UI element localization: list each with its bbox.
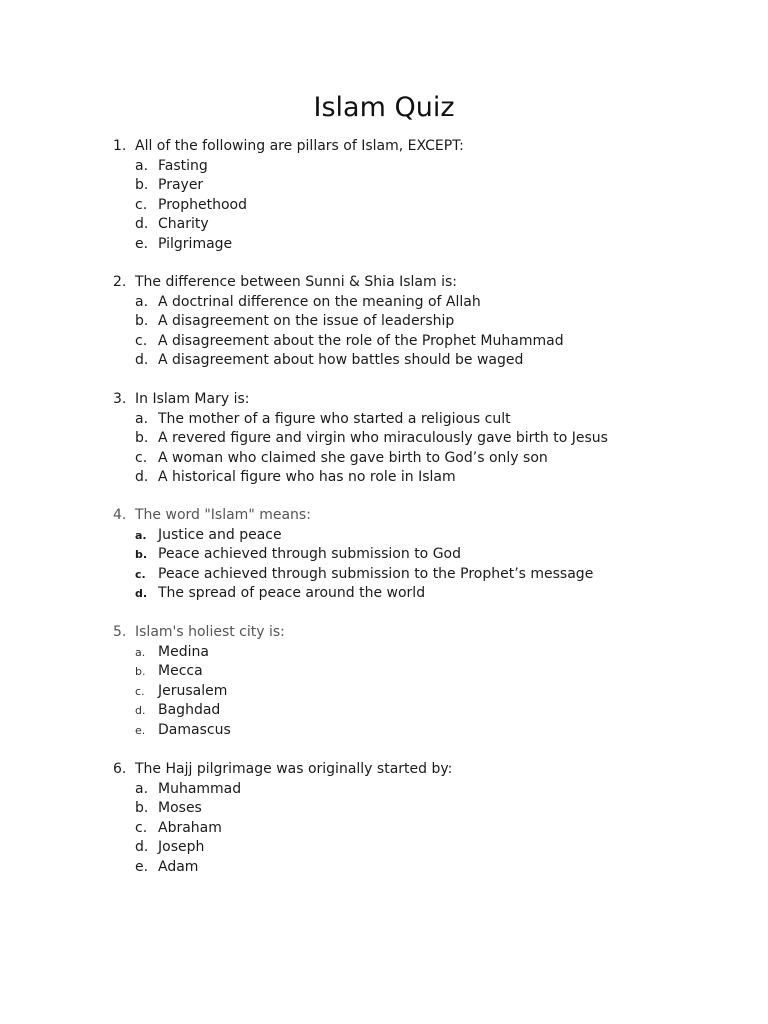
option-text: Peace achieved through submission to the Prophet’s message (158, 565, 594, 582)
option-c (0, 682, 768, 702)
question-1 (0, 137, 768, 254)
option-text: Joseph (158, 839, 205, 855)
option-e (0, 235, 768, 255)
option-e (0, 721, 768, 741)
option-letter: a. (135, 780, 149, 797)
question-line (0, 390, 768, 410)
option-c (0, 196, 768, 216)
option-a (0, 157, 768, 177)
option-a (0, 410, 768, 430)
option-d (0, 584, 768, 604)
option-letter: c. (135, 332, 148, 349)
option-d (0, 838, 768, 858)
option-text: Adam (158, 858, 199, 875)
option-text: A revered figure and virgin who miraculously gave birth to Jesus (158, 430, 608, 446)
question-number: 5. (113, 624, 127, 640)
option-letter: a. (135, 410, 149, 427)
option-letter: a. (135, 528, 147, 542)
option-letter: d. (135, 839, 149, 855)
option-text: Charity (158, 216, 209, 232)
option-a (0, 293, 768, 313)
option-c (0, 819, 768, 839)
option-b (0, 545, 768, 565)
question-2 (0, 273, 768, 371)
option-c (0, 565, 768, 585)
option-letter: a. (135, 293, 149, 310)
question-3 (0, 390, 768, 488)
option-text: Baghdad (158, 702, 221, 718)
option-letter: b. (135, 430, 149, 446)
question-number: 6. (113, 761, 127, 777)
option-letter: a. (135, 157, 149, 174)
option-b (0, 799, 768, 819)
question-number: 3. (113, 391, 127, 407)
option-text: Prophethood (158, 196, 247, 213)
option-text: A disagreement about how battles should be waged (158, 352, 524, 368)
option-d (0, 468, 768, 488)
option-letter: c. (135, 819, 148, 836)
question-6 (0, 760, 768, 877)
option-text: Muhammad (158, 780, 242, 797)
option-text: Abraham (158, 819, 222, 836)
option-letter: b. (135, 665, 146, 678)
option-c (0, 449, 768, 469)
option-text: A disagreement about the role of the Prophet Muhammad (158, 332, 564, 349)
option-text: Moses (158, 800, 202, 816)
option-letter: e. (135, 723, 146, 737)
option-letter: e. (135, 235, 149, 252)
question-line (0, 273, 768, 293)
question-number: 2. (113, 274, 127, 290)
option-text: Pilgrimage (158, 235, 233, 252)
option-letter: d. (135, 704, 146, 717)
option-letter: c. (135, 449, 148, 466)
option-d (0, 351, 768, 371)
option-letter: a. (135, 645, 146, 659)
option-text: A disagreement on the issue of leadership (158, 313, 455, 329)
option-letter: b. (135, 313, 149, 329)
option-letter: d. (135, 587, 148, 600)
option-text: Medina (158, 643, 209, 660)
option-a (0, 643, 768, 663)
option-letter: c. (135, 196, 148, 213)
option-e (0, 858, 768, 878)
option-letter: c. (135, 567, 146, 581)
question-line (0, 623, 768, 643)
option-letter: e. (135, 858, 149, 875)
option-text: The spread of peace around the world (158, 585, 426, 601)
option-letter: b. (135, 800, 149, 816)
question-text: Islam's holiest city is: (135, 624, 285, 640)
option-text: Justice and peace (158, 526, 282, 543)
option-letter: d. (135, 216, 149, 232)
option-b (0, 662, 768, 682)
question-text: The word "Islam" means: (135, 507, 311, 523)
question-line (0, 760, 768, 780)
option-b (0, 176, 768, 196)
question-4 (0, 506, 768, 604)
option-b (0, 312, 768, 332)
option-text: Prayer (158, 177, 204, 193)
question-text: All of the following are pillars of Islam, EXCEPT: (135, 138, 464, 154)
option-text: Jerusalem (158, 682, 228, 699)
option-letter: b. (135, 548, 148, 561)
option-a (0, 526, 768, 546)
option-d (0, 215, 768, 235)
option-letter: b. (135, 177, 149, 193)
question-text: In Islam Mary is: (135, 391, 250, 407)
question-number: 1. (113, 138, 127, 154)
option-letter: d. (135, 352, 149, 368)
option-text: Damascus (158, 721, 231, 738)
question-text: The difference between Sunni & Shia Islam is: (135, 274, 457, 290)
option-a (0, 780, 768, 800)
option-b (0, 429, 768, 449)
option-text: A doctrinal difference on the meaning of Allah (158, 293, 481, 310)
question-text: The Hajj pilgrimage was originally started by: (135, 761, 453, 777)
option-text: The mother of a figure who started a religious cult (158, 410, 511, 427)
option-text: Fasting (158, 157, 208, 174)
option-text: A historical figure who has no role in Islam (158, 469, 456, 485)
option-c (0, 332, 768, 352)
option-text: A woman who claimed she gave birth to God’s only son (158, 449, 548, 466)
option-letter: d. (135, 469, 149, 485)
option-text: Mecca (158, 663, 203, 679)
option-d (0, 701, 768, 721)
option-text: Peace achieved through submission to God (158, 546, 461, 562)
question-5 (0, 623, 768, 740)
question-line (0, 137, 768, 157)
option-letter: c. (135, 684, 145, 698)
question-line (0, 506, 768, 526)
question-number: 4. (113, 507, 127, 523)
page-title: Islam Quiz (313, 92, 455, 123)
